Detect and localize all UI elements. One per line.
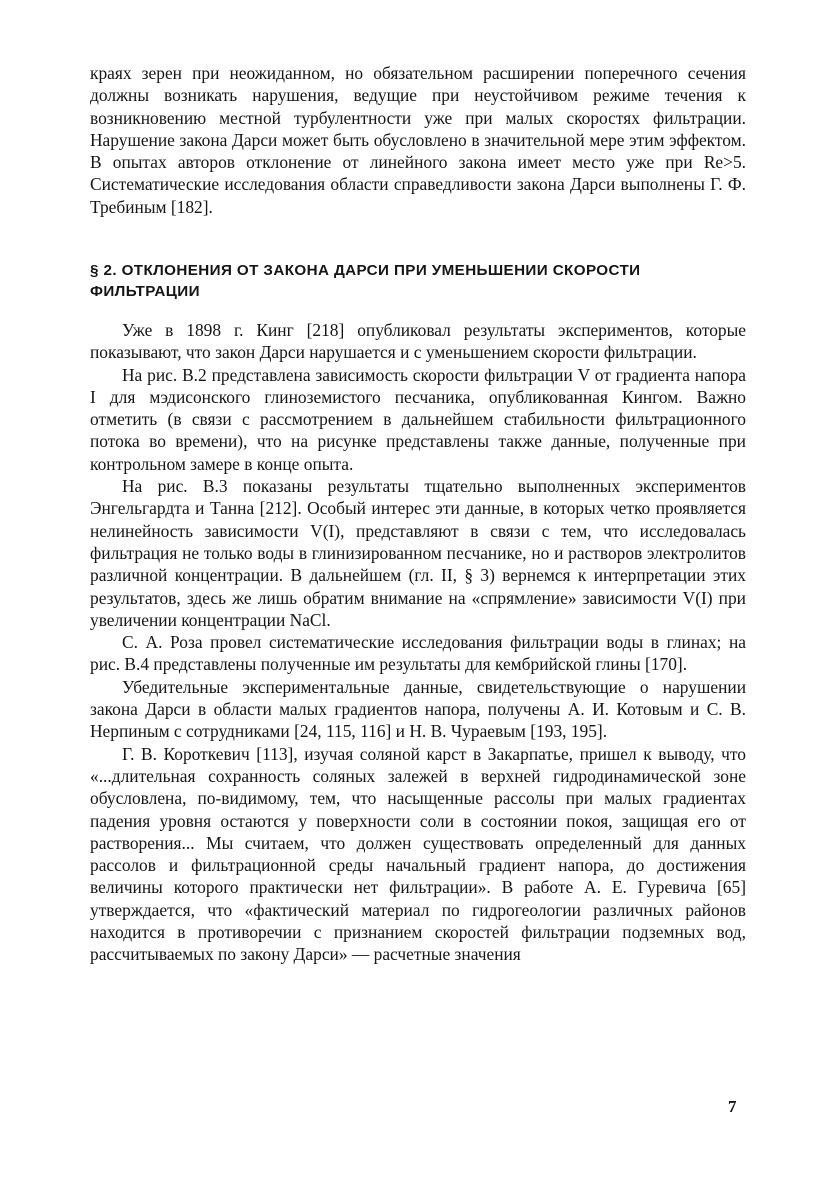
paragraph-king: Уже в 1898 г. Кинг [218] опубликовал результаты экспериментов, которые показывают, что закон Дарси нарушается и с уменьшением скорости фильтрации.	[90, 320, 746, 363]
paragraph-fig-b2: На рис. В.2 представлена зависимость скорости фильтрации V от градиента напора I для мэдисонского глиноземистого песчаника, опубликованная Кингом. Важно отметить (в связи с рассмотрением в дальнейшем стабильности фильтрационного потока во времени), что на рисунке представлены также данные, полученные при контрольном замере в конце опыта.	[90, 364, 746, 474]
intro-text	[90, 62, 746, 218]
section-body	[90, 319, 746, 966]
page-number: 7	[728, 1097, 737, 1116]
paragraph-fig-b3: На рис. В.3 показаны результаты тщательно выполненных экспериментов Энгельгардта и Танна [212]. Особый интерес эти данные, в которых четко проявляется нелинейность зависимости V(I), представляют в связи с тем, что исследовалась фильтрация не только воды в глинизированном песчанике, но и растворов электролитов различной концентрации. В дальнейшем (гл. II, § 3) вернемся к интерпретации этих результатов, здесь же лишь обратим внимание на «спрямление» зависимости V(I) при увеличении концентрации NaCl.	[90, 476, 746, 630]
intro-paragraph: краях зерен при неожиданном, но обязательном расширении поперечного сечения должны возникать нарушения, ведущие при неустойчивом режиме течения к возникновению местной турбулентности уже при малых скоростях фильтрации. Нарушение закона Дарси может быть обусловлено в значительной мере этим эффектом. В опытах авторов отклонение от линейного закона имеет место уже при Re>5. Систематические исследования области справедливости закона Дарси выполнены Г. Ф. Требиным [182].	[90, 63, 746, 217]
paragraph-roza: С. А. Роза провел систематические исследования фильтрации воды в глинах; на рис. В.4 представлены полученные им результаты для кембрийской глины [170].	[90, 632, 746, 675]
section-heading	[90, 260, 746, 302]
section-title: ОТКЛОНЕНИЯ ОТ ЗАКОНА ДАРСИ ПРИ УМЕНЬШЕНИИ СКОРОСТИ ФИЛЬТРАЦИИ	[90, 262, 641, 300]
paragraph-kotov: Убедительные экспериментальные данные, свидетельствующие о нарушении закона Дарси в области малых градиентов напора, получены А. И. Котовым и С. В. Нерпиным с сотрудниками [24, 115, 116] и Н. В. Чураевым [193, 195].	[90, 676, 746, 742]
section-number: § 2.	[90, 262, 117, 279]
paragraph-korotkevich: Г. В. Короткевич [113], изучая соляной карст в Закарпатье, пришел к выводу, что «...длительная сохранность соляных залежей в верхней гидродинамической зоне обусловлена, по-видимому, тем, что насыщенные рассолы при малых градиентах падения уровня остаются у поверхности соли в состоянии покоя, защищая его от растворения... Мы считаем, что должен существовать определенный для данных рассолов и фильтрационной среды начальный градиент напора, до достижения величины которого практически нет фильтрации». В работе А. Е. Гуревича [65] утверждается, что «фактический материал по гидрогеологии различных районов находится в противоречии с признанием скоростей фильтрации подземных вод, рассчитываемых по закону Дарси» — расчетные значения	[90, 743, 746, 965]
